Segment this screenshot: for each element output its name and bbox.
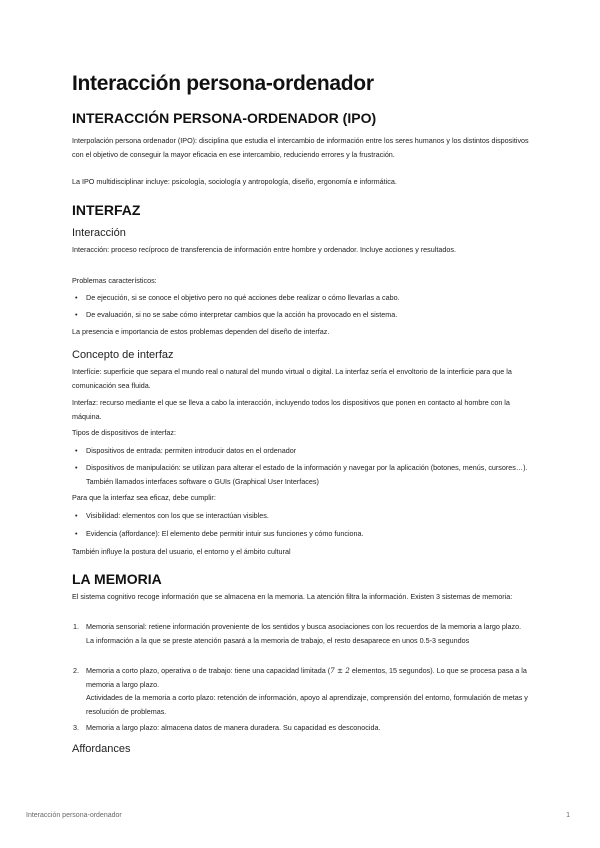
ipo-paragraph-1: Interpolación persona ordenador (IPO): disciplina que estudia el intercambio de información entre los seres humanos y los distintos dispositivos con el objetivo de conseguir la mayor eficacia en ese intercambio, reduciendo errores y la frustración. [72, 136, 529, 159]
interaccion-paragraph-1: Interacción: proceso recíproco de transferencia de información entre hombre y ordenador. Incluye acciones y resultados. [72, 245, 456, 254]
list-item: 3. Memoria a largo plazo: almacena datos de manera duradera. Su capacidad es desconocida. [73, 723, 381, 732]
math-expression: 7 ± 2 [330, 666, 350, 675]
memoria-paragraph-1: El sistema cognitivo recoge información que se almacena en la memoria. La atención filtra la información. Existen 3 sistemas de memoria: [72, 592, 513, 601]
list-item: • Dispositivos de entrada: permiten introducir datos en el ordenador [86, 444, 530, 458]
concepto-paragraph-2: Interfaz: recurso mediante el que se lleva a cabo la interacción, incluyendo todos los dispositivos que ponen en contacto al hombre con la máquina. [72, 398, 510, 421]
list-item: • Evidencia (affordance): El elemento debe permitir intuir sus funciones y cómo funciona. [86, 527, 530, 541]
bullet-icon: • [75, 310, 78, 319]
footer-title: Interacción persona-ordenador [26, 812, 122, 819]
affordances-subheading: Affordances [72, 743, 131, 755]
list-item: • De ejecución, si se conoce el objetivo pero no qué acciones debe realizar o cómo llevarlas a cabo. [86, 291, 530, 305]
bullet-icon: • [75, 463, 78, 472]
bullet-icon: • [75, 293, 78, 302]
list-item: • Visibilidad: elementos con los que se interactúan visibles. [86, 509, 530, 523]
list-item: • Dispositivos de manipulación: se utilizan para alterar el estado de la información y navegar por la aplicación (botones, menús, cursores…). También llamados interfaces software o GUIs (Graphical User Interfaces) [75, 463, 528, 486]
bullet-icon: • [75, 529, 78, 538]
concepto-paragraph-3: Tipos de dispositivos de interfaz: [72, 428, 177, 437]
list-item: 2. Memoria a corto plazo, operativa o de trabajo: tiene una capacidad limitada (7 ± 2 elementos, 15 segundos). Lo que se procesa pasa a la memoria a largo plazo. Actividades de la memoria a corto plazo: retención de información, apoyo al aprendizaje, comprensión del entorno, formulación de metas y resolución de problemas. [73, 666, 528, 716]
section-interfaz-heading: INTERFAZ [72, 202, 141, 218]
interaccion-paragraph-2: Problemas característicos: [72, 276, 157, 285]
concepto-subheading: Concepto de interfaz [72, 349, 174, 361]
ipo-paragraph-2: La IPO multidisciplinar incluye: psicología, sociología y antropología, diseño, ergonomía e informática. [72, 177, 397, 186]
bullet-icon: • [75, 446, 78, 455]
list-item: 1. Memoria sensorial: retiene información proveniente de los sentidos y busca asociaciones con los recuerdos de la memoria a largo plazo. La información a la que se preste atención pasará a la memoria de trabajo, el resto desaparece en unos 0.5-3 segundos [73, 622, 522, 645]
concepto-paragraph-1: Interfície: superficie que separa el mundo real o natural del mundo virtual o digital. La interfaz sería el envoltorio de la interficie para que la comunicación sea fluida. [72, 367, 512, 390]
concepto-paragraph-4: Para que la interfaz sea eficaz, debe cumplir: [72, 493, 216, 502]
bullet-icon: • [75, 511, 78, 520]
list-item: • De evaluación, si no se sabe cómo interpretar cambios que la acción ha provocado en el sistema. [86, 308, 530, 322]
section-memoria-heading: LA MEMORIA [72, 571, 162, 587]
section-ipo-heading: INTERACCIÓN PERSONA-ORDENADOR (IPO) [72, 110, 377, 126]
page-title: Interacción persona-ordenador [72, 72, 374, 95]
page-number: 1 [566, 812, 570, 819]
interaccion-paragraph-3: La presencia e importancia de estos problemas dependen del diseño de interfaz. [72, 327, 330, 336]
interaccion-subheading: Interacción [72, 227, 126, 239]
concepto-paragraph-5: También influye la postura del usuario, el entorno y el ámbito cultural [72, 547, 291, 556]
